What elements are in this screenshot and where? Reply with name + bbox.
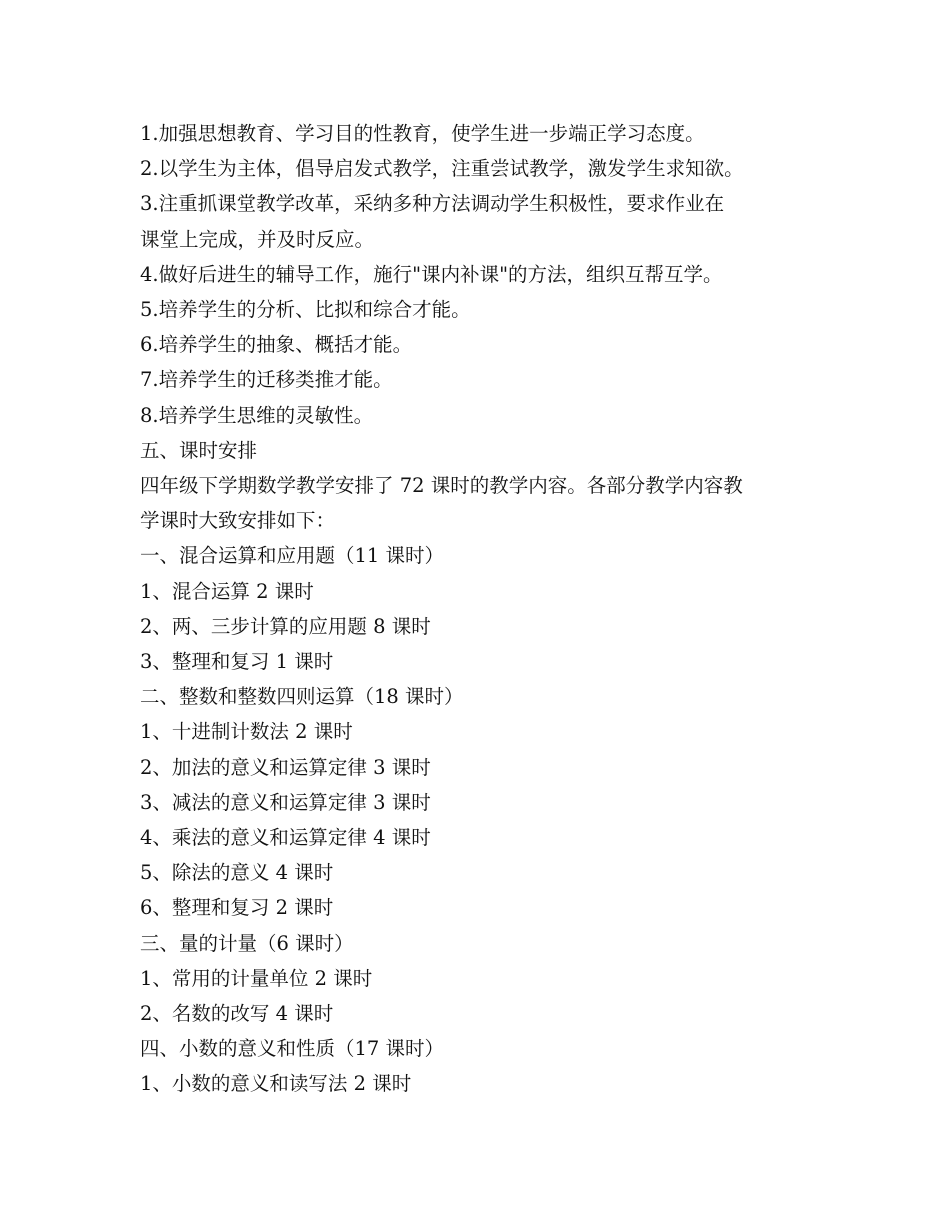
text-line-schedule-intro-cont: 学课时大致安排如下： bbox=[140, 509, 336, 533]
text-line-schedule-intro: 四年级下学期数学教学安排了 72 课时的教学内容。各部分教学内容教 bbox=[140, 474, 743, 498]
list-item: 4、乘法的意义和运算定律 4 课时 bbox=[140, 826, 431, 850]
text-line-goal-2: 2.以学生为主体，倡导启发式教学，注重尝试教学，激发学生求知欲。 bbox=[140, 157, 744, 181]
text-line-goal-5: 5.培养学生的分析、比拟和综合才能。 bbox=[140, 298, 471, 322]
list-item: 1、十进制计数法 2 课时 bbox=[140, 720, 353, 744]
text-line-goal-3-cont: 课堂上完成，并及时反应。 bbox=[140, 227, 375, 251]
unit-heading-4: 四、小数的意义和性质（17 课时） bbox=[140, 1037, 445, 1061]
text-line-goal-7: 7.培养学生的迁移类推才能。 bbox=[140, 368, 393, 392]
unit-heading-3: 三、量的计量（6 课时） bbox=[140, 931, 354, 955]
list-item: 1、小数的意义和读写法 2 课时 bbox=[140, 1072, 412, 1096]
section-heading-schedule: 五、课时安排 bbox=[140, 438, 258, 462]
unit-heading-2: 二、整数和整数四则运算（18 课时） bbox=[140, 685, 464, 709]
list-item: 5、除法的意义 4 课时 bbox=[140, 861, 334, 885]
text-line-goal-3: 3.注重抓课堂教学改革，采纳多种方法调动学生积极性，要求作业在 bbox=[140, 192, 725, 216]
list-item: 3、减法的意义和运算定律 3 课时 bbox=[140, 790, 431, 814]
list-item: 6、整理和复习 2 课时 bbox=[140, 896, 334, 920]
document-page bbox=[140, 116, 820, 1102]
text-line-goal-4: 4.做好后进生的辅导工作，施行"课内补课"的方法，组织互帮互学。 bbox=[140, 262, 723, 286]
list-item: 1、混合运算 2 课时 bbox=[140, 579, 314, 603]
list-item: 2、名数的改写 4 课时 bbox=[140, 1002, 334, 1026]
list-item: 1、常用的计量单位 2 课时 bbox=[140, 966, 373, 990]
text-line-goal-1: 1.加强思想教育、学习目的性教育，使学生进一步端正学习态度。 bbox=[140, 122, 705, 145]
list-item: 2、加法的意义和运算定律 3 课时 bbox=[140, 755, 431, 779]
text-line-goal-6: 6.培养学生的抽象、概括才能。 bbox=[140, 333, 413, 357]
unit-heading-1: 一、混合运算和应用题（11 课时） bbox=[140, 544, 445, 568]
list-item: 3、整理和复习 1 课时 bbox=[140, 650, 334, 674]
text-line-goal-8: 8.培养学生思维的灵敏性。 bbox=[140, 403, 374, 427]
list-item: 2、两、三步计算的应用题 8 课时 bbox=[140, 614, 431, 638]
